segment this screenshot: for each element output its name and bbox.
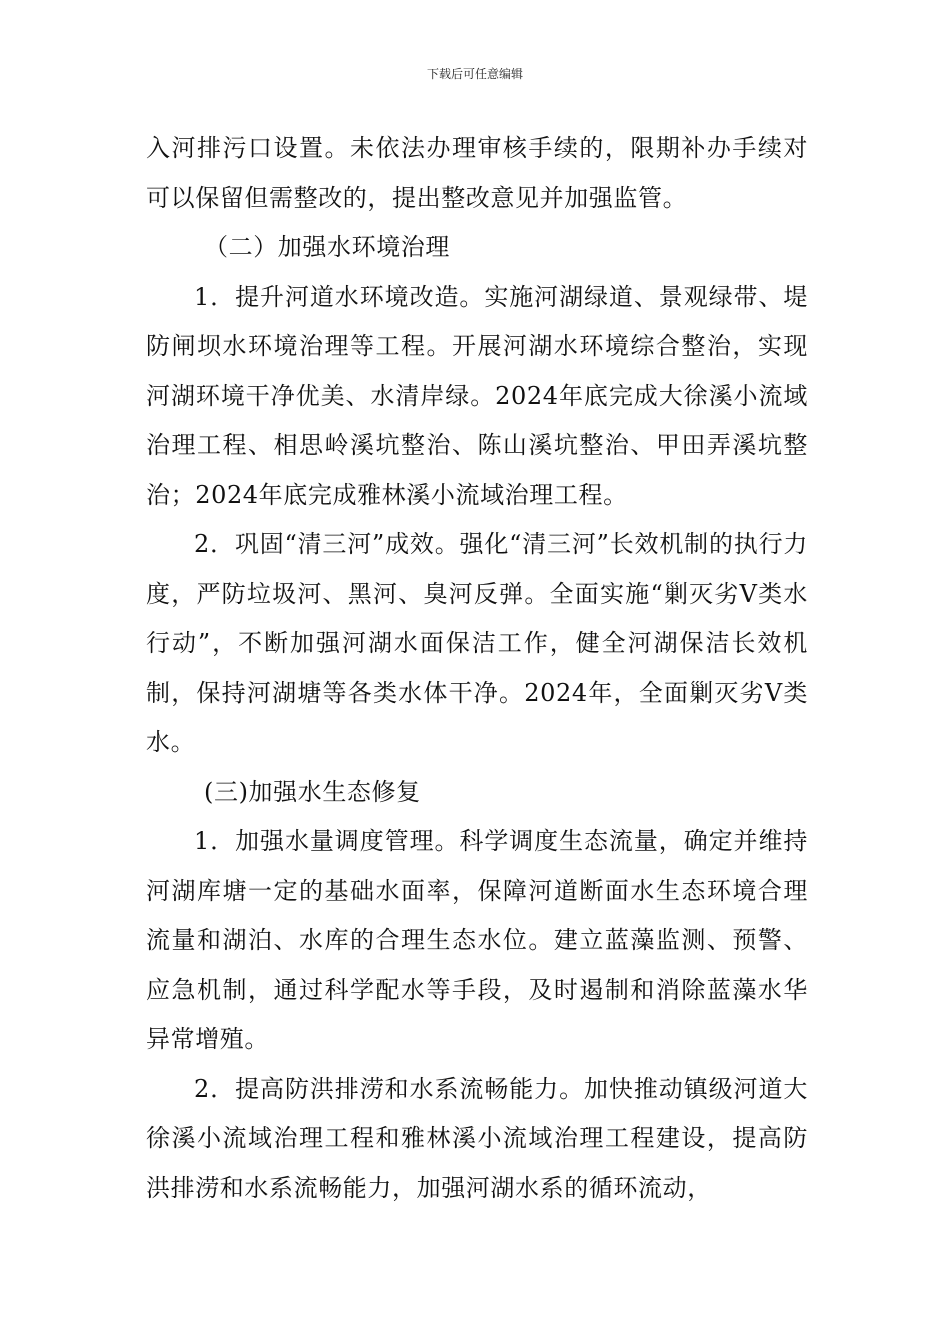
paragraph-flood-control: 2．提高防洪排涝和水系流畅能力。加快推动镇级河道大徐溪小流域治理工程和雅林溪小流域治理工程建设，提高防洪排涝和水系流畅能力，加强河湖水系的循环流动， bbox=[146, 1074, 808, 1202]
paragraph-river-improvement: 1．提升河道水环境改造。实施河湖绿道、景观绿带、堤防闸坝水环境治理等工程。开展河湖水环境综合整治，实现河湖环境干净优美、水清岸绿。2024年底完成大徐溪小流域治理工程、相思岭溪坑整治、陈山溪坑整治、甲田弄溪坑整治；2024年底完成雅林溪小流域治理工程。 bbox=[146, 282, 808, 509]
paragraph-sewage-outlet: 入河排污口设置。未依法办理审核手续的，限期补办手续对可以保留但需整改的，提出整改意见并加强监管。 bbox=[146, 134, 808, 212]
section-heading-water-environment: （二）加强水环境治理 bbox=[204, 233, 450, 261]
header-note: 下载后可任意编辑 bbox=[426, 67, 523, 81]
section-heading-water-ecology: (三)加强水生态修复 bbox=[204, 777, 421, 806]
paragraph-water-dispatch: 1．加强水量调度管理。科学调度生态流量，确定并维持河湖库塘一定的基础水面率，保障河道断面水生态环境合理流量和湖泊、水库的合理生态水位。建立蓝藻监测、预警、应急机制，通过科学配水等手段，及时遏制和消除蓝藻水华异常增殖。 bbox=[146, 827, 808, 1053]
document-body bbox=[146, 124, 808, 1213]
paragraph-clean-three-rivers: 2．巩固“清三河”成效。强化“清三河”长效机制的执行力度，严防垃圾河、黑河、臭河反弹。全面实施“剿灭劣Ⅴ类水行动”，不断加强河湖水面保洁工作，健全河湖保洁长效机制，保持河湖塘等各类水体干净。2024年，全面剿灭劣Ⅴ类水。 bbox=[146, 530, 808, 756]
